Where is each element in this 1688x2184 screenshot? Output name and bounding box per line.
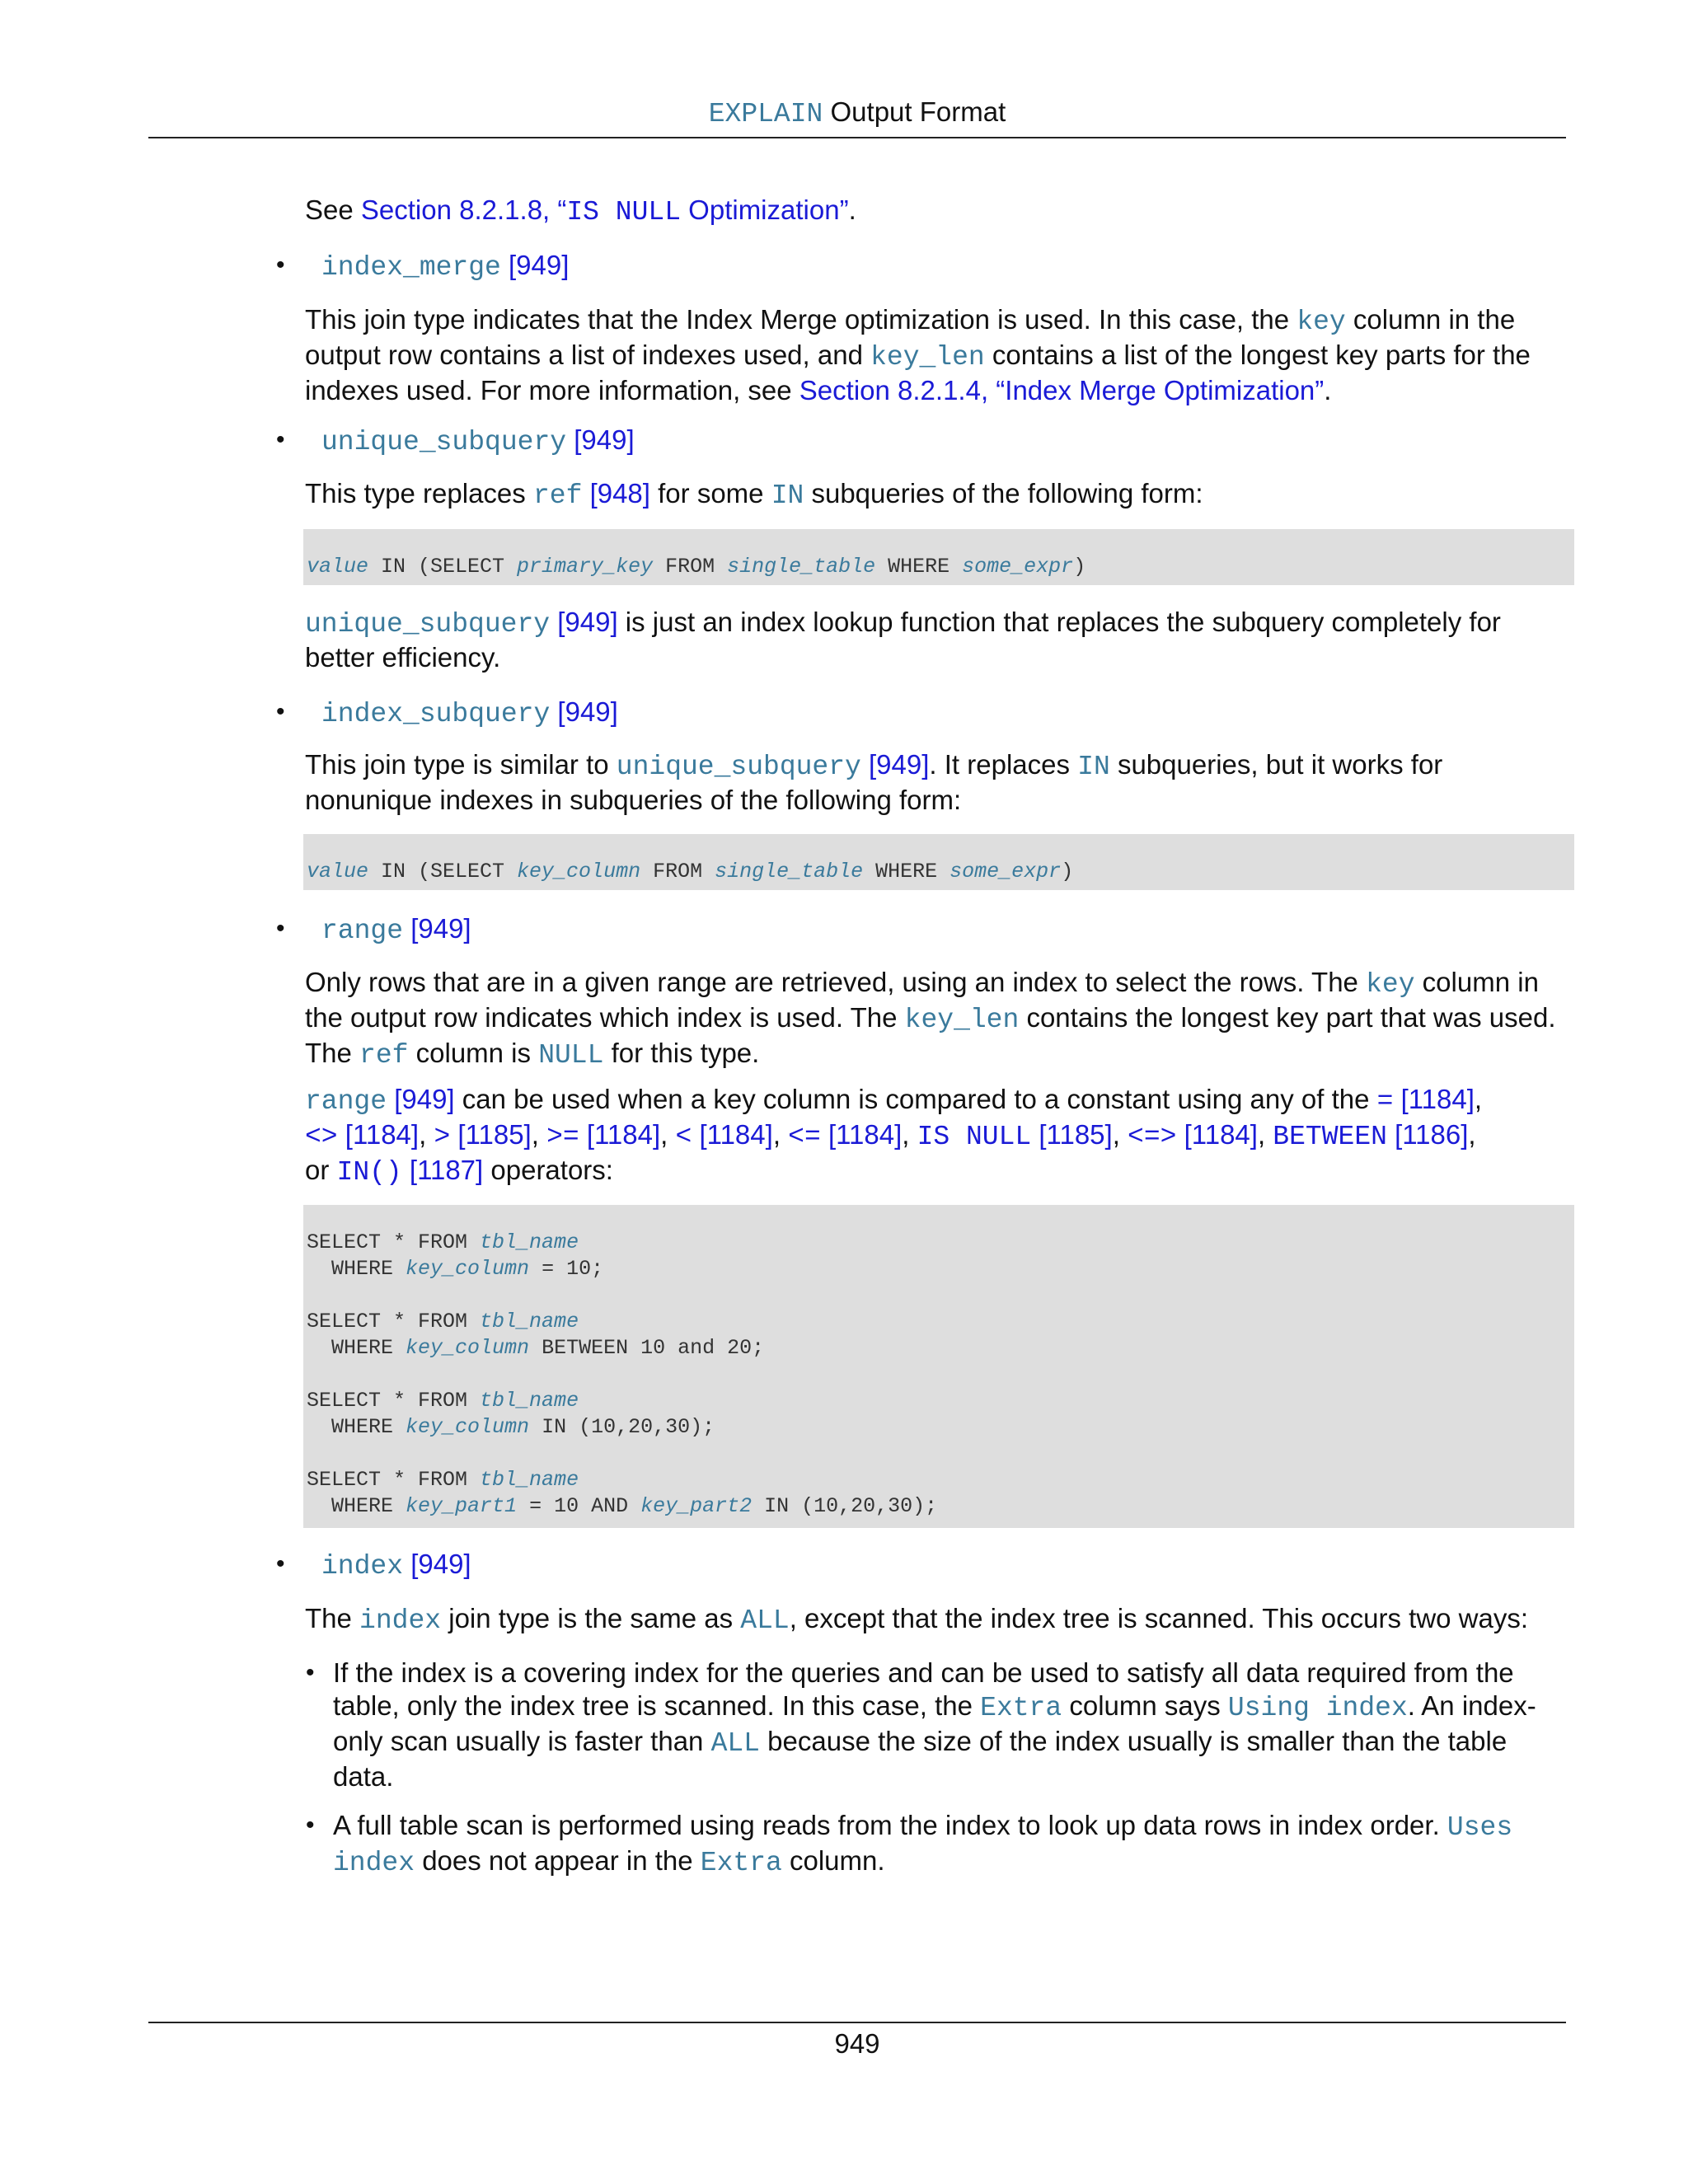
bullet-marker: • xyxy=(276,426,285,453)
code-line xyxy=(307,1282,1574,1309)
index-description: The index join type is the same as ALL, except that the index tree is scanned. This occurs two ways: xyxy=(305,1603,1529,1636)
ref-link[interactable]: [1184] xyxy=(1184,1119,1258,1150)
index-ref-link[interactable]: [949] xyxy=(410,1549,471,1579)
index-sub-item-2: A full table scan is performed using reads from the index to look up data rows in index order. Uses index does not appear in the Extra column. xyxy=(333,1810,1513,1878)
code-line: SELECT * FROM tbl_name xyxy=(307,1230,579,1254)
bullet-marker: • xyxy=(276,698,285,725)
op-ne-link[interactable]: <> xyxy=(305,1122,338,1152)
op-lt-link[interactable]: < xyxy=(675,1122,692,1152)
code-line: WHERE key_column BETWEEN 10 and 20; xyxy=(307,1336,765,1360)
intro-see: See xyxy=(305,194,361,225)
code-block-unique-subquery: value IN (SELECT primary_key FROM single_table WHERE some_expr) xyxy=(303,529,1574,585)
page-number: 949 xyxy=(834,2028,880,2059)
code-line: SELECT * FROM tbl_name xyxy=(307,1468,579,1492)
header-rule xyxy=(148,137,1566,138)
range-ref-link-2[interactable]: [949] xyxy=(394,1084,455,1114)
bullet-marker: • xyxy=(276,251,285,279)
ref-link[interactable]: [1184] xyxy=(586,1119,661,1150)
code-key: key xyxy=(1296,307,1346,337)
unique-subquery-ref-link-3[interactable]: [949] xyxy=(869,749,930,780)
op-eq-link[interactable]: = xyxy=(1376,1086,1394,1117)
term-index-merge-code: index_merge xyxy=(321,252,501,283)
bullet-marker: • xyxy=(276,915,285,942)
ref-link[interactable]: [1185] xyxy=(457,1119,532,1150)
index-merge-ref-link[interactable]: [949] xyxy=(509,250,570,280)
index-subquery-ref-link[interactable]: [949] xyxy=(557,696,618,727)
index-merge-optimization-link[interactable]: Section 8.2.1.4, “Index Merge Optimization” xyxy=(799,375,1325,405)
ref-948-link[interactable]: [948] xyxy=(589,478,650,509)
op-in-link[interactable]: IN() xyxy=(336,1157,402,1188)
ref-link[interactable]: [1187] xyxy=(409,1155,484,1185)
is-null-optimization-link[interactable]: Section 8.2.1.8, “IS NULL Optimization” xyxy=(360,194,849,227)
term-index-merge xyxy=(321,249,569,284)
index-subquery-description: This join type is similar to unique_subquery [949]. It replaces IN subqueries, but it works for nonunique indexes in subqueries of the following form: xyxy=(305,749,1443,815)
range-ref-link[interactable]: [949] xyxy=(410,913,471,944)
bullet-marker: • xyxy=(276,1550,285,1577)
ref-code-link[interactable]: ref xyxy=(532,480,583,511)
code-key-len: key_len xyxy=(870,342,985,373)
ref-link[interactable]: [1184] xyxy=(699,1119,773,1150)
intro-period: . xyxy=(848,194,856,225)
unique-subquery-after: unique_subquery [949] is just an index lookup function that replaces the subquery completely for better efficiency. xyxy=(305,607,1501,673)
op-between-link[interactable]: BETWEEN xyxy=(1273,1122,1387,1152)
index-sub-item-1: If the index is a covering index for the queries and can be used to satisfy all data required from the table, only the index tree is scanned. In this case, the Extra column says Using index. An index-only scan usually is faster than ALL because the size of the index usually is smaller than the table data. xyxy=(333,1657,1536,1792)
code-line: WHERE key_part1 = 10 AND key_part2 IN (10,20,30); xyxy=(307,1494,938,1518)
op-is-null-link[interactable]: IS NULL xyxy=(917,1122,1032,1152)
unique-subquery-ref-link-2[interactable]: [949] xyxy=(557,607,618,637)
ref-link[interactable]: [1184] xyxy=(1400,1084,1475,1114)
op-le-link[interactable]: <= xyxy=(788,1122,821,1152)
index-merge-description: This join type indicates that the Index Merge optimization is used. In this case, the key column in the output row contains a list of indexes used, and key_len contains a list of the longest key parts for the indexes used. For more information, see Section 8.2.1.4, “Index Merge Optimization”. xyxy=(305,304,1531,405)
code-line: WHERE key_column = 10; xyxy=(307,1257,604,1281)
op-gt-link[interactable]: > xyxy=(434,1122,451,1152)
range-description: Only rows that are in a given range are retrieved, using an index to select the rows. The key column in the output row indicates which index is used. The key_len contains the longest key part that was used. The ref column is NULL for this type. xyxy=(305,967,1556,1071)
term-unique-subquery: unique_subquery [949] xyxy=(321,424,635,457)
code-line xyxy=(307,1441,1574,1467)
code-line: SELECT * FROM tbl_name xyxy=(307,1389,579,1413)
ref-link[interactable]: [1184] xyxy=(345,1119,420,1150)
term-index-subquery: index_subquery [949] xyxy=(321,696,618,729)
code-block-index-subquery: value IN (SELECT key_column FROM single_table WHERE some_expr) xyxy=(303,834,1574,890)
sub-bullet-marker: • xyxy=(306,1659,315,1686)
code-line: SELECT * FROM tbl_name xyxy=(307,1310,579,1333)
header-code: EXPLAIN xyxy=(708,99,823,129)
code-line: WHERE key_column IN (10,20,30); xyxy=(307,1415,715,1439)
ref-link[interactable]: [1184] xyxy=(828,1119,903,1150)
ref-link[interactable]: [1186] xyxy=(1395,1119,1469,1150)
unique-subquery-description: This type replaces ref [948] for some IN subqueries of the following form: xyxy=(305,478,1203,511)
op-null-safe-eq-link[interactable]: <=> xyxy=(1128,1122,1177,1152)
page-header xyxy=(148,92,1566,134)
code-line xyxy=(307,1361,1574,1388)
op-ge-link[interactable]: >= xyxy=(546,1122,579,1152)
term-range: range [949] xyxy=(321,913,471,946)
header-text: Output Format xyxy=(823,96,1006,127)
sub-bullet-marker: • xyxy=(306,1811,315,1839)
footer-rule xyxy=(148,2022,1566,2023)
code-block-range xyxy=(303,1205,1574,1528)
range-operators-paragraph: range [949] can be used when a key column is compared to a constant using any of the = [1184], <> [1184], > [1185], >= [1184], < [1184], <= [1184], IS NULL [1185], <=> [1184], BETWEEN [1186], or IN() [1187] operators: xyxy=(305,1084,1483,1188)
unique-subquery-ref-link[interactable]: [949] xyxy=(574,424,635,455)
intro-paragraph xyxy=(305,194,1574,229)
term-index: index [949] xyxy=(321,1549,471,1582)
ref-link[interactable]: [1185] xyxy=(1039,1119,1113,1150)
